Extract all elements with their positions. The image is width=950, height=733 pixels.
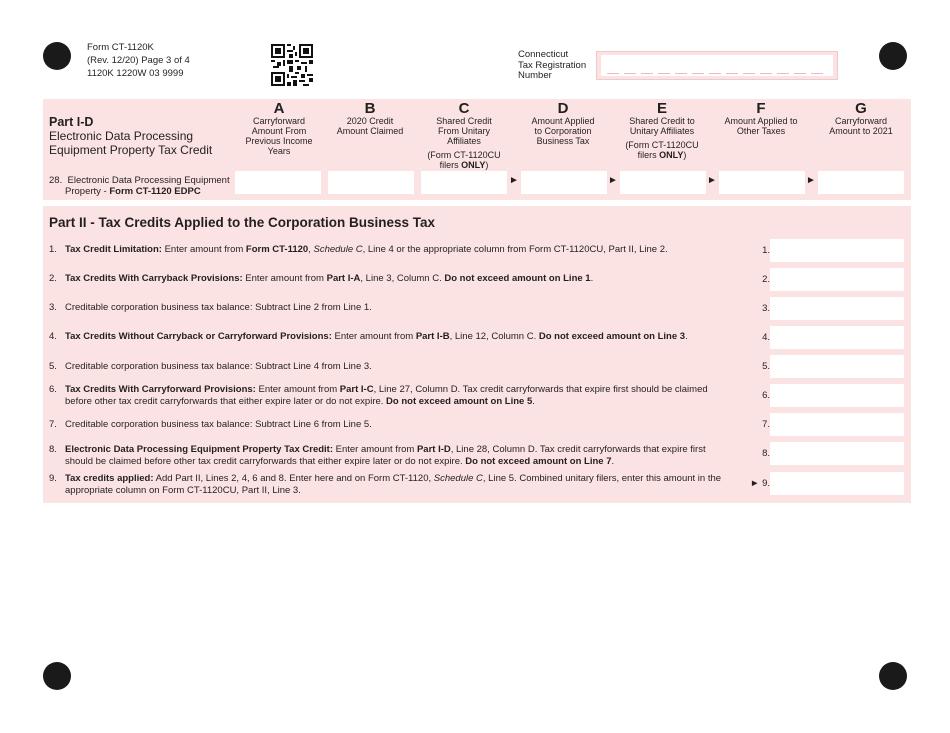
line-1-amount-input[interactable] (770, 239, 904, 262)
column-e-header (618, 101, 706, 160)
line-28-column-b-input[interactable] (328, 171, 414, 194)
column-d-desc: to Corporation (534, 126, 592, 136)
line-28-column-g-input[interactable] (818, 171, 904, 194)
line-6-box-label: 6. (762, 390, 770, 401)
column-d-letter: D (557, 100, 569, 117)
column-a-header (235, 101, 323, 156)
line-text (65, 384, 729, 408)
column-c-note: (Form CT-1120CU (427, 150, 501, 160)
column-g-desc: Carryforward (834, 116, 887, 126)
line-3-amount-input[interactable] (770, 297, 904, 320)
line-text-segment: , Line 27, Column D. Tax credit carryforwards that expire first should be claimed before other tax credit carryforwards that either expire later or do not expire. (65, 384, 708, 407)
column-c-note2-text: filers (439, 160, 462, 170)
line-7-amount-input[interactable] (770, 413, 904, 436)
line-text-segment: Part I-C (339, 384, 374, 395)
column-d-desc: Business Tax (536, 136, 590, 146)
column-e-note2-bold: ONLY (659, 150, 684, 160)
line-text (65, 244, 729, 256)
column-d-desc: Amount Applied (531, 116, 595, 126)
line-text-segment: Part I-A (326, 273, 361, 284)
column-f-header (716, 101, 806, 136)
line-9-box-label: ► 9. (750, 478, 770, 489)
column-g-letter: G (855, 100, 867, 117)
column-e-desc: Shared Credit to (629, 116, 695, 126)
line-text-segment: , Line 3, Column C. (360, 273, 445, 284)
line-28-column-e-input[interactable] (620, 171, 706, 194)
line-5-amount-input[interactable] (770, 355, 904, 378)
line-text-segment: Schedule C (313, 244, 363, 255)
part-ii-section (43, 206, 911, 503)
column-e-desc: Unitary Affiliates (629, 126, 695, 136)
part-i-d-title-block (49, 115, 212, 157)
arrow-icon: ► (509, 175, 519, 186)
qr-code-icon (271, 44, 313, 86)
column-c-header (420, 101, 508, 170)
column-f-desc: Amount Applied to (724, 116, 798, 126)
line-text-segment: Enter amount from (161, 244, 246, 255)
line-text-segment: Part I-D (416, 444, 451, 455)
line-text-segment: Tax Credits Without Carryback or Carryforward Provisions: (65, 331, 332, 342)
column-c-note2-end: ) (485, 160, 489, 170)
line-number: 6. (49, 384, 57, 395)
column-c-desc: From Unitary (437, 126, 490, 136)
line-text-segment: Creditable corporation business tax balance: Subtract Line 4 from Line 3. (65, 361, 372, 372)
column-b-desc: 2020 Credit (346, 116, 394, 126)
line-number: 1. (49, 244, 57, 255)
line-28-column-c-input[interactable] (421, 171, 507, 194)
line-text-segment: Part I-B (415, 331, 450, 342)
column-b-desc: Amount Claimed (336, 126, 404, 136)
tax-reg-label-line1: Connecticut (518, 49, 569, 60)
line-text-segment: Do not exceed amount on Line 7 (465, 456, 612, 467)
line-text-segment: Tax Credits With Carryforward Provisions: (65, 384, 256, 395)
line-text-segment: Creditable corporation business tax balance: Subtract Line 6 from Line 5. (65, 419, 372, 430)
line-number: 3. (49, 302, 57, 313)
tax-registration-input[interactable] (601, 55, 833, 76)
line-28-number: 28. (49, 175, 63, 186)
column-a-desc: Carryforward (252, 116, 305, 126)
line-text-segment: . (532, 396, 535, 407)
part-i-d-section (43, 99, 911, 200)
column-d-header (519, 101, 607, 146)
column-c-note2 (420, 160, 508, 170)
column-c-desc: Shared Credit (436, 116, 492, 126)
line-2-box-label: 2. (762, 274, 770, 285)
registration-mark-bottom-right (879, 662, 907, 690)
line-28-label (49, 175, 230, 197)
line-8-box-label: 8. (762, 448, 770, 459)
line-1-box-label: 1. (762, 245, 770, 256)
line-text-segment: Enter amount from (331, 331, 416, 342)
line-28-column-a-input[interactable] (235, 171, 321, 194)
form-code: 1120K 1220W 03 9999 (87, 68, 184, 79)
arrow-icon: ► (608, 175, 618, 186)
line-text-segment: Enter amount from (255, 384, 340, 395)
column-e-letter: E (656, 100, 667, 117)
tax-registration-label (518, 50, 586, 82)
column-b-letter: B (364, 100, 376, 117)
line-text-segment: Enter amount from (242, 273, 327, 284)
line-4-amount-input[interactable] (770, 326, 904, 349)
line-text-segment: . (611, 456, 615, 467)
column-e-note: (Form CT-1120CU (625, 140, 699, 150)
column-b-header (326, 101, 414, 136)
line-text (65, 273, 729, 285)
line-number: 5. (49, 361, 57, 372)
line-number: 9. (49, 473, 57, 484)
tax-registration-number-field[interactable] (596, 51, 838, 80)
column-e-note2-end: ) (683, 150, 687, 160)
digit-guide-dashes (607, 73, 827, 74)
line-text-segment: Schedule C (433, 473, 483, 484)
line-text-segment: Add Part II, Lines 2, 4, 6 and 8. Enter here and on Form CT-1120, (153, 473, 434, 484)
part-i-d-title: Part I-D (49, 115, 94, 129)
line-text-segment: . (590, 273, 594, 284)
line-text-segment: Tax credits applied: (65, 473, 154, 484)
line-28-column-d-input[interactable] (521, 171, 607, 194)
arrow-icon: ► (806, 175, 816, 186)
line-8-amount-input[interactable] (770, 442, 904, 465)
line-text (65, 361, 729, 373)
line-text-segment: Electronic Data Processing Equipment Property Tax Credit: (65, 444, 333, 455)
line-6-amount-input[interactable] (770, 384, 904, 407)
line-28-text1: Electronic Data Processing Equipment (67, 175, 230, 186)
column-c-note2-bold: ONLY (461, 160, 486, 170)
line-text-segment: , (308, 244, 314, 255)
tax-reg-label-line3: Number (518, 70, 552, 81)
column-f-desc: Other Taxes (736, 126, 786, 136)
line-text-segment: . (685, 331, 688, 342)
column-g-desc: Amount to 2021 (829, 126, 893, 136)
form-name: Form CT-1120K (87, 42, 154, 53)
line-text-segment: Creditable corporation business tax balance: Subtract Line 2 from Line 1. (65, 302, 372, 313)
line-text-segment: , Line 28, Column D. Tax credit carryforwards that expire first should be claimed before other tax credit carryforwards that either expire later or do not expire. (65, 444, 706, 467)
line-text-segment: Do not exceed amount on Line 3 (538, 331, 686, 342)
line-text (65, 444, 729, 468)
line-text-segment: Do not exceed amount on Line 5 (386, 396, 533, 407)
column-a-letter: A (273, 100, 285, 117)
column-a-desc: Years (267, 146, 291, 156)
line-3-box-label: 3. (762, 303, 770, 314)
part-i-d-subtitle-line1: Electronic Data Processing (49, 129, 194, 143)
line-5-box-label: 5. (762, 361, 770, 372)
line-9-amount-input[interactable] (770, 472, 904, 495)
column-e-note2 (618, 150, 706, 160)
column-a-desc: Amount From (251, 126, 307, 136)
line-text-segment: , Line 4 or the appropriate column from Form CT-1120CU, Part II, Line 2. (362, 244, 668, 255)
part-ii-title: Part II - Tax Credits Applied to the Corporation Business Tax (49, 215, 436, 230)
line-7-box-label: 7. (762, 419, 770, 430)
line-text-segment: Form CT-1120 (245, 244, 309, 255)
form-identifier (87, 41, 190, 80)
line-number: 7. (49, 419, 57, 430)
line-28-text2: Property - (65, 186, 110, 197)
line-text-segment: Tax Credit Limitation: (65, 244, 162, 255)
line-text-segment: Enter amount from (333, 444, 417, 455)
line-text (65, 473, 729, 497)
line-text (65, 419, 729, 431)
line-text (65, 302, 729, 314)
registration-mark-top-left (43, 42, 71, 70)
line-text-segment: Tax Credits With Carryback Provisions: (65, 273, 243, 284)
tax-reg-label-line2: Tax Registration (518, 59, 587, 71)
line-4-box-label: 4. (762, 332, 770, 343)
registration-mark-top-right (879, 42, 907, 70)
line-text-segment: Do not exceed amount on Line 1 (444, 273, 591, 284)
line-text (65, 331, 729, 343)
line-text-segment: , Line 12, Column C. (449, 331, 539, 342)
column-f-letter: F (756, 100, 766, 117)
arrow-icon: ► (707, 175, 717, 186)
form-revision: (Rev. 12/20) Page 3 of 4 (87, 55, 190, 66)
column-a-desc: Previous Income (245, 136, 313, 146)
line-number: 8. (49, 444, 57, 455)
line-2-amount-input[interactable] (770, 268, 904, 291)
column-c-letter: C (458, 100, 470, 117)
column-g-header (815, 101, 907, 136)
line-number: 4. (49, 331, 57, 342)
part-i-d-subtitle-line2: Equipment Property Tax Credit (49, 143, 213, 157)
line-text-segment: , Line 5. Combined unitary filers, enter this amount in the appropriate column on Form CT-1120CU, Part II, Line 3. (65, 473, 722, 496)
column-c-desc: Affiliates (447, 136, 481, 146)
line-number: 2. (49, 273, 57, 284)
registration-mark-bottom-left (43, 662, 71, 690)
line-28-form-ref: Form CT-1120 EDPC (109, 186, 201, 197)
column-e-note2-text: filers (637, 150, 660, 160)
line-28-column-f-input[interactable] (719, 171, 805, 194)
